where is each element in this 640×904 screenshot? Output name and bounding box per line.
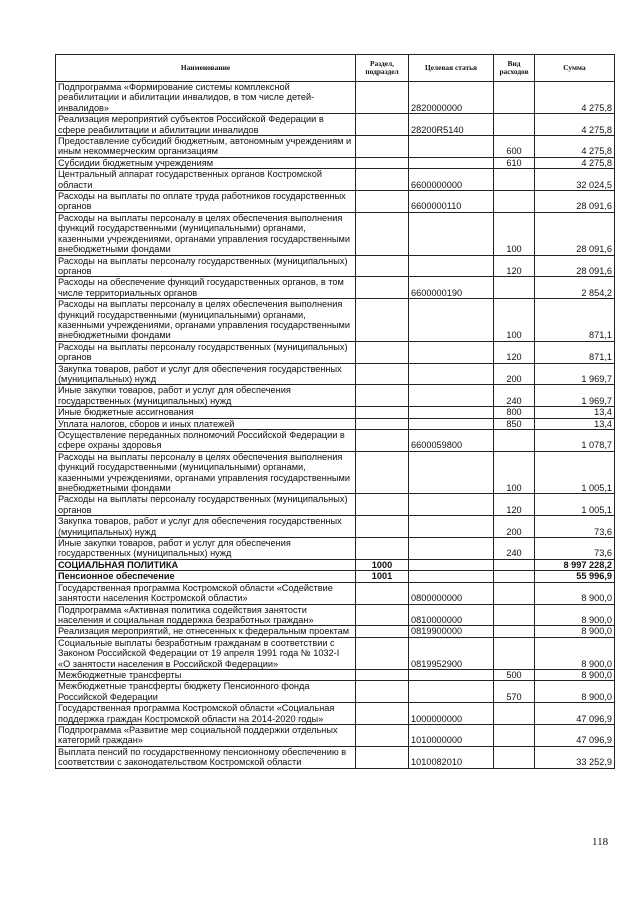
cell-target: [409, 516, 494, 538]
cell-target: [409, 363, 494, 385]
cell-section: [356, 385, 409, 407]
cell-target: 28200R5140: [409, 114, 494, 136]
cell-type: [494, 746, 535, 768]
cell-section: [356, 430, 409, 452]
cell-name: Социальные выплаты безработным гражданам в соответствии с Законом Российской Федерации от 19 апреля 1991 года № 1032-I «О занятости населения в Российской Федерации»: [56, 637, 356, 669]
cell-sum: 73,6: [535, 516, 615, 538]
cell-target: [409, 341, 494, 363]
table-row: [56, 559, 615, 570]
table-row: [56, 385, 615, 407]
cell-section: [356, 277, 409, 299]
cell-type: [494, 626, 535, 637]
cell-type: 240: [494, 538, 535, 560]
cell-sum: 13,4: [535, 407, 615, 418]
cell-section: [356, 669, 409, 680]
cell-section: [356, 516, 409, 538]
cell-sum: 4 275,8: [535, 114, 615, 136]
cell-target: [409, 571, 494, 582]
cell-section: [356, 212, 409, 255]
cell-sum: 13,4: [535, 418, 615, 429]
table-row: [56, 82, 615, 114]
cell-section: [356, 191, 409, 213]
cell-name: СОЦИАЛЬНАЯ ПОЛИТИКА: [56, 559, 356, 570]
cell-target: 1010082010: [409, 746, 494, 768]
cell-section: [356, 82, 409, 114]
cell-type: 570: [494, 681, 535, 703]
cell-section: [356, 538, 409, 560]
cell-name: Реализация мероприятий субъектов Российской Федерации в сфере реабилитации и абилитации инвалидов: [56, 114, 356, 136]
table-row: [56, 341, 615, 363]
cell-sum: 73,6: [535, 538, 615, 560]
cell-type: 120: [494, 341, 535, 363]
cell-target: [409, 418, 494, 429]
cell-section: [356, 299, 409, 342]
cell-section: [356, 363, 409, 385]
table-row: [56, 136, 615, 158]
cell-sum: 28 091,6: [535, 255, 615, 277]
cell-type: [494, 604, 535, 626]
cell-section: [356, 136, 409, 158]
cell-section: [356, 637, 409, 669]
cell-section: [356, 746, 409, 768]
cell-name: Выплата пенсий по государственному пенсионному обеспечению в соответствии с законодательством Костромской области: [56, 746, 356, 768]
cell-target: [409, 212, 494, 255]
cell-sum: 8 900,0: [535, 582, 615, 604]
cell-sum: 4 275,8: [535, 136, 615, 158]
table-row: [56, 418, 615, 429]
cell-sum: 4 275,8: [535, 82, 615, 114]
cell-name: Государственная программа Костромской области «Социальная поддержка граждан Костромской области на 2014-2020 годы»: [56, 703, 356, 725]
cell-sum: 28 091,6: [535, 212, 615, 255]
table-row: [56, 212, 615, 255]
cell-name: Иные бюджетные ассигнования: [56, 407, 356, 418]
cell-section: [356, 681, 409, 703]
cell-target: [409, 538, 494, 560]
table-row: [56, 516, 615, 538]
cell-section: [356, 626, 409, 637]
cell-type: 200: [494, 363, 535, 385]
cell-name: Межбюджетные трансферты бюджету Пенсионного фонда Российской Федерации: [56, 681, 356, 703]
cell-target: 0819900000: [409, 626, 494, 637]
cell-target: [409, 669, 494, 680]
cell-sum: 8 997 228,2: [535, 559, 615, 570]
cell-name: Расходы на выплаты персоналу в целях обеспечения выполнения функций государственными (муниципальными) органами, казенными учреждениями, органами управления государственными внебюджетными фондами: [56, 212, 356, 255]
table-row: [56, 703, 615, 725]
cell-name: Расходы на обеспечение функций государственных органов, в том числе территориальных органов: [56, 277, 356, 299]
table-row: [56, 255, 615, 277]
cell-name: Пенсионное обеспечение: [56, 571, 356, 582]
cell-sum: 871,1: [535, 299, 615, 342]
cell-type: [494, 169, 535, 191]
cell-target: 6600000000: [409, 169, 494, 191]
cell-type: 100: [494, 451, 535, 494]
cell-sum: 28 091,6: [535, 191, 615, 213]
cell-name: Уплата налогов, сборов и иных платежей: [56, 418, 356, 429]
table-row: [56, 191, 615, 213]
cell-name: Расходы на выплаты персоналу в целях обеспечения выполнения функций государственными (муниципальными) органами, казенными учреждениями, органами управления государственными внебюджетными фондами: [56, 299, 356, 342]
table-row: [56, 430, 615, 452]
cell-type: 100: [494, 299, 535, 342]
cell-section: [356, 114, 409, 136]
table-row: [56, 681, 615, 703]
cell-target: [409, 681, 494, 703]
cell-target: [409, 559, 494, 570]
table-row: [56, 169, 615, 191]
cell-target: [409, 407, 494, 418]
cell-sum: 1 969,7: [535, 363, 615, 385]
cell-sum: 33 252,9: [535, 746, 615, 768]
cell-target: 6600000190: [409, 277, 494, 299]
table-row: [56, 363, 615, 385]
cell-sum: 1 005,1: [535, 451, 615, 494]
cell-name: Межбюджетные трансферты: [56, 669, 356, 680]
cell-sum: 2 854,2: [535, 277, 615, 299]
cell-type: [494, 277, 535, 299]
cell-type: 120: [494, 255, 535, 277]
cell-target: [409, 494, 494, 516]
cell-sum: 47 096,9: [535, 703, 615, 725]
cell-name: Предоставление субсидий бюджетным, автономным учреждениям и иным некоммерческим организациям: [56, 136, 356, 158]
cell-type: [494, 114, 535, 136]
cell-type: 500: [494, 669, 535, 680]
cell-name: Подпрограмма «Формирование системы комплексной реабилитации и абилитации инвалидов, в том числе детей-инвалидов»: [56, 82, 356, 114]
cell-name: Иные закупки товаров, работ и услуг для обеспечения государственных (муниципальных) нужд: [56, 385, 356, 407]
cell-sum: 8 900,0: [535, 669, 615, 680]
cell-name: Подпрограмма «Развитие мер социальной поддержки отдельных категорий граждан»: [56, 724, 356, 746]
table-row: [56, 538, 615, 560]
cell-sum: 8 900,0: [535, 604, 615, 626]
cell-section: 1001: [356, 571, 409, 582]
cell-sum: 1 005,1: [535, 494, 615, 516]
cell-type: 120: [494, 494, 535, 516]
cell-sum: 8 900,0: [535, 681, 615, 703]
cell-name: Закупка товаров, работ и услуг для обеспечения государственных (муниципальных) нужд: [56, 363, 356, 385]
cell-target: [409, 157, 494, 168]
cell-name: Расходы на выплаты по оплате труда работников государственных органов: [56, 191, 356, 213]
cell-target: 0800000000: [409, 582, 494, 604]
table-row: [56, 299, 615, 342]
cell-sum: 8 900,0: [535, 637, 615, 669]
cell-name: Подпрограмма «Активная политика содействия занятости населения и социальная поддержка безработных граждан»: [56, 604, 356, 626]
cell-section: [356, 494, 409, 516]
cell-sum: 55 996,9: [535, 571, 615, 582]
table-row: [56, 277, 615, 299]
cell-name: Осуществление переданных полномочий Российской Федерации в сфере охраны здоровья: [56, 430, 356, 452]
cell-target: [409, 299, 494, 342]
cell-type: 600: [494, 136, 535, 158]
cell-target: [409, 255, 494, 277]
cell-section: [356, 418, 409, 429]
table-row: [56, 114, 615, 136]
cell-section: [356, 604, 409, 626]
cell-section: [356, 255, 409, 277]
cell-sum: 1 969,7: [535, 385, 615, 407]
cell-name: Расходы на выплаты персоналу государственных (муниципальных) органов: [56, 255, 356, 277]
cell-type: [494, 571, 535, 582]
cell-name: Расходы на выплаты персоналу в целях обеспечения выполнения функций государственными (муниципальными) органами, казенными учреждениями, органами управления государственными внебюджетными фондами: [56, 451, 356, 494]
cell-target: 2820000000: [409, 82, 494, 114]
cell-sum: 8 900,0: [535, 626, 615, 637]
cell-type: [494, 191, 535, 213]
cell-type: [494, 703, 535, 725]
table-row: [56, 746, 615, 768]
table-row: [56, 724, 615, 746]
cell-sum: 47 096,9: [535, 724, 615, 746]
cell-target: 6600059800: [409, 430, 494, 452]
cell-type: [494, 582, 535, 604]
table-row: [56, 637, 615, 669]
cell-target: 0810000000: [409, 604, 494, 626]
cell-type: [494, 430, 535, 452]
cell-name: Иные закупки товаров, работ и услуг для обеспечения государственных (муниципальных) нужд: [56, 538, 356, 560]
cell-sum: 1 078,7: [535, 430, 615, 452]
table-row: [56, 157, 615, 168]
cell-section: [356, 724, 409, 746]
cell-target: 0819952900: [409, 637, 494, 669]
table-row: [56, 571, 615, 582]
cell-type: [494, 637, 535, 669]
cell-name: Закупка товаров, работ и услуг для обеспечения государственных (муниципальных) нужд: [56, 516, 356, 538]
cell-type: 240: [494, 385, 535, 407]
cell-section: [356, 157, 409, 168]
cell-target: [409, 136, 494, 158]
budget-table: [55, 54, 615, 769]
header-section: Раздел, подраздел: [356, 55, 409, 82]
cell-sum: 32 024,5: [535, 169, 615, 191]
cell-type: 610: [494, 157, 535, 168]
cell-section: [356, 451, 409, 494]
cell-name: Центральный аппарат государственных органов Костромской области: [56, 169, 356, 191]
cell-name: Реализация мероприятий, не отнесенных к федеральным проектам: [56, 626, 356, 637]
cell-section: [356, 703, 409, 725]
table-row: [56, 407, 615, 418]
header-sum: Сумма: [535, 55, 615, 82]
page-number: 118: [592, 836, 609, 848]
header-name: Наименование: [56, 55, 356, 82]
cell-target: [409, 451, 494, 494]
cell-section: [356, 407, 409, 418]
cell-type: [494, 724, 535, 746]
cell-name: Расходы на выплаты персоналу государственных (муниципальных) органов: [56, 341, 356, 363]
table-row: [56, 451, 615, 494]
cell-type: 100: [494, 212, 535, 255]
cell-type: 200: [494, 516, 535, 538]
table-body: [56, 82, 615, 769]
cell-type: 800: [494, 407, 535, 418]
cell-section: [356, 582, 409, 604]
table-row: [56, 626, 615, 637]
table-row: [56, 669, 615, 680]
cell-sum: 871,1: [535, 341, 615, 363]
table-header-row: [56, 55, 615, 82]
header-target: Целевая статья: [409, 55, 494, 82]
cell-name: Субсидии бюджетным учреждениям: [56, 157, 356, 168]
cell-type: 850: [494, 418, 535, 429]
cell-section: [356, 169, 409, 191]
cell-target: 1010000000: [409, 724, 494, 746]
cell-type: [494, 559, 535, 570]
cell-sum: 4 275,8: [535, 157, 615, 168]
cell-section: 1000: [356, 559, 409, 570]
cell-target: 6600000110: [409, 191, 494, 213]
cell-section: [356, 341, 409, 363]
header-type: Вид расходов: [494, 55, 535, 82]
cell-type: [494, 82, 535, 114]
cell-target: [409, 385, 494, 407]
table-row: [56, 582, 615, 604]
table-row: [56, 494, 615, 516]
table-row: [56, 604, 615, 626]
cell-target: 1000000000: [409, 703, 494, 725]
cell-name: Государственная программа Костромской области «Содействие занятости населения Костромской области»: [56, 582, 356, 604]
cell-name: Расходы на выплаты персоналу государственных (муниципальных) органов: [56, 494, 356, 516]
